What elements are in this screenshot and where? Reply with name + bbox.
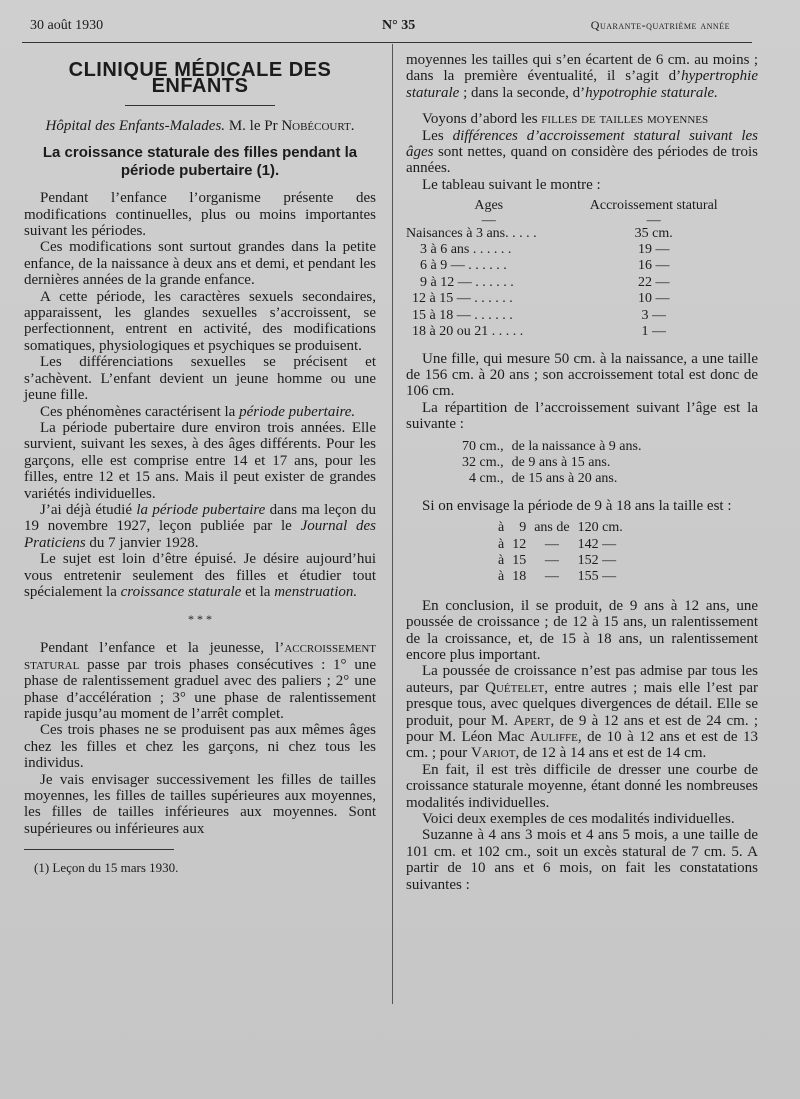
table-cell: de la naissance à 9 ans.: [511, 438, 642, 454]
table-cell: —: [544, 536, 559, 552]
text-run: sont nettes, quand on considère des périodes de trois années.: [406, 144, 758, 177]
text-run: ; dans la seconde, d’: [459, 84, 586, 101]
table-row: [406, 258, 736, 274]
issue-number: N° 35: [382, 18, 416, 33]
paragraph: [24, 640, 376, 722]
text-run: Les: [422, 127, 453, 144]
paragraph: A cette période, les caractères sexuels secondaires, apparaissent, les glandes sexuelles s’accroissent, se perfectionnent, entrent en activité, des modifications somatiques, physiologiques et psychiques se produisent.: [24, 288, 376, 354]
table-cell: de 9 ans à 15 ans.: [511, 454, 611, 470]
text-run: J’ai déjà étudié: [40, 501, 137, 518]
text-run: et la: [241, 583, 275, 600]
table-cell: Naisances à 3 ans. . . . .: [406, 225, 537, 241]
table-row: [406, 324, 736, 340]
right-column: [406, 52, 758, 893]
paragraph: [24, 502, 376, 551]
article-title: La croissance staturale des filles pendant la période pubertaire (1).: [42, 144, 358, 180]
text-run: Pendant l’enfance et la jeunesse, l’: [40, 640, 285, 657]
column-divider: [392, 44, 393, 1004]
footnote: (1) Leçon du 15 mars 1930.: [34, 860, 179, 876]
issue-date: 30 août 1930: [30, 18, 104, 33]
table-row: [498, 537, 623, 553]
table-cell: 1 —: [641, 324, 666, 340]
text-run: moyennes les tailles qui s’en écartent de 6 cm. au moins ; dans la première éventualité, il s’agit d’: [406, 52, 758, 85]
table-dash: —: [481, 212, 496, 228]
section-stars: * * *: [188, 612, 212, 627]
table-row: [498, 520, 623, 536]
emphasis: Journal des Praticiens: [24, 518, 376, 551]
text-run: passe par trois phases consécutives : 1° une phase de ralentissement graduel avec des paliers ; 2° une phase d’accélération ; 3° une phase de ralentissement rapide jusqu’au moment de l’arrêt complet.: [24, 656, 376, 722]
table-cell: 12 à 15 — . . . . . .: [412, 291, 513, 307]
paragraph: [406, 111, 758, 127]
paragraph: Les différenciations sexuelles se précisent et s’achèvent. L’enfant devient un jeune homme ou une jeune fille.: [24, 354, 376, 404]
table-header: Accroissement statural: [589, 198, 718, 214]
table-cell: 152 —: [577, 552, 617, 568]
paragraph: Si on envisage la période de 9 à 18 ans la taille est :: [422, 497, 732, 514]
table-cell: à: [498, 569, 505, 585]
table-row: [406, 242, 736, 258]
paragraph: Pendant l’enfance l’organisme présente des modifications continuelles, plus ou moins importantes suivant les périodes.: [24, 190, 376, 240]
table-cell: à: [498, 520, 505, 536]
issue-year: Quarante-quatrième année: [590, 18, 730, 32]
table-cell: 22 —: [637, 274, 670, 290]
small-caps-run: filles de tailles moyennes: [541, 111, 709, 128]
table-row: [498, 569, 623, 585]
paragraph: [406, 663, 758, 761]
paragraph: Le tableau suivant le montre :: [422, 176, 601, 193]
text-run: , de 10 à 12 ans et est de 13 cm. ; pour: [406, 729, 758, 762]
emphasis: hypertrophie staturale: [406, 68, 758, 101]
paragraph: [406, 52, 758, 101]
table-cell: 32 cm.,: [462, 454, 504, 470]
paragraph: Ces modifications sont surtout grandes dans la petite enfance, de la naissance à deux ans et demi, et pendant les dernières années de la grande enfance.: [24, 239, 376, 289]
table-cell: 6 à 9 — . . . . . .: [420, 258, 507, 274]
byline-author: Nobécourt.: [281, 117, 355, 134]
paragraph: Suzanne à 4 ans 3 mois et 4 ans 5 mois, a une taille de 101 cm. et 102 cm., soit un excès statural de 7 cm. 5. A partir de 10 ans et 6 mois, on fait les constatations suivantes :: [406, 827, 758, 893]
author-name: Variot: [471, 745, 516, 762]
emphasis: menstruation.: [274, 583, 358, 600]
author-name: Apert: [513, 712, 551, 729]
text-run: du 7 janvier 1928.: [85, 534, 199, 551]
text-run: , entre autres ; mais elle l’est par presque tous, avec quelques divergences de détail. Elle se produit, pour M.: [406, 679, 759, 729]
table-cell: 16 —: [637, 258, 670, 274]
table-cell: 9: [519, 520, 527, 536]
emphasis: la période pubertaire: [136, 501, 266, 518]
paragraph: [24, 551, 376, 600]
table-cell: 15 à 18 — . . . . . .: [412, 307, 513, 323]
table-cell: ans de: [534, 520, 570, 536]
table-cell: 10 —: [637, 291, 670, 307]
table-cell: 3 —: [641, 307, 666, 323]
footnote-divider: [24, 849, 174, 850]
table-row: [462, 471, 641, 487]
byline-prefix: M. le Pr: [228, 117, 278, 134]
title-divider: [125, 105, 275, 106]
paragraph: Une fille, qui mesure 50 cm. à la naissance, a une taille de 156 cm. à 20 ans ; son accroissement total est donc de 106 cm.: [406, 350, 758, 400]
header-divider: [22, 42, 752, 43]
paragraph: Voici deux exemples de ces modalités individuelles.: [422, 811, 735, 828]
table-row: [406, 291, 736, 307]
growth-table: [406, 197, 736, 340]
text-run: , de 9 à 12 ans et est de 24 cm. ; pour M. Léon Mac: [406, 712, 758, 746]
table-cell: 3 à 6 ans . . . . . .: [420, 242, 512, 258]
table-cell: 19 —: [637, 242, 670, 258]
left-column: [24, 58, 376, 877]
page-header: [30, 18, 730, 40]
author-name: Auliffe: [529, 729, 578, 746]
paragraph: [406, 128, 758, 177]
table-row: [406, 226, 736, 242]
table-cell: à: [498, 552, 505, 568]
text-run: , de 12 à 14 ans et est de 14 cm.: [515, 745, 707, 762]
text-run: dans ma leçon du 19 novembre 1927, leçon publiée par le: [24, 501, 376, 535]
table-cell: de 15 ans à 20 ans.: [511, 471, 618, 487]
table-cell: 15: [512, 552, 527, 568]
distribution-table: [462, 439, 641, 488]
byline: [24, 118, 376, 134]
emphasis: différences d’accroissement statural suivant les âges: [406, 127, 758, 161]
paragraph: [24, 404, 376, 420]
table-cell: 18: [512, 569, 527, 585]
height-table: [498, 520, 623, 586]
paragraph: Je vais envisager successivement les filles de tailles moyennes, les filles de tailles supérieures aux moyennes, les filles de tailles inférieures aux moyennes. Sont supérieures ou inférieures aux: [24, 771, 376, 837]
table-cell: 35 cm.: [634, 225, 673, 241]
small-caps-run: accroissement statural: [24, 640, 376, 673]
table-cell: 9 à 12 — . . . . . .: [420, 274, 514, 290]
paragraph: La période pubertaire dure environ trois années. Elle survient, suivant les sexes, à des âges différents. Pour les garçons, elle est comprise entre 14 et 17 ans, pour les filles, entre 12 et 15 ans. Mais il peut exister de grandes variétés individuelles.: [24, 419, 376, 502]
table-row: [462, 439, 641, 455]
paragraph: Ces trois phases ne se produisent pas aux mêmes âges chez les filles et chez les garçons, ni chez tous les individus.: [24, 722, 376, 772]
table-cell: —: [544, 569, 559, 585]
spacer: [406, 101, 758, 111]
table-row: [462, 455, 641, 471]
table-header: Ages: [474, 198, 504, 214]
emphasis: croissance staturale: [120, 583, 242, 600]
table-cell: 120 cm.: [577, 520, 623, 536]
paragraph: En conclusion, il se produit, de 9 ans à 12 ans, une poussée de croissance ; de 12 à 15 ans, un ralentissement de la croissance, et, de 15 à 18 ans, un ralentissement encore plus important.: [406, 597, 758, 663]
table-cell: 155 —: [577, 569, 617, 585]
text-run: Voyons d’abord les: [422, 111, 542, 128]
table-dash: —: [646, 212, 661, 228]
table-row: [498, 553, 623, 569]
table-row: [406, 308, 736, 324]
paragraph: La répartition de l’accroissement suivant l’âge est la suivante :: [406, 399, 758, 433]
table-cell: 142 —: [577, 536, 617, 552]
emphasis: hypotrophie staturale.: [585, 84, 718, 101]
text-run: Le sujet est loin d’être épuisé. Je désire aujourd’hui vous entretenir seulement des filles et étudier tout spécialement la: [24, 551, 376, 600]
byline-hospital: Hôpital des Enfants-Malades.: [45, 117, 226, 134]
table-cell: 70 cm.,: [462, 438, 504, 454]
table-row: [406, 275, 736, 291]
section-title: CLINIQUE MÉDICALE DES ENFANTS: [68, 59, 332, 98]
table-cell: 12: [512, 536, 527, 552]
text-run: La poussée de croissance n’est pas admise par tous les auteurs, par: [406, 663, 758, 696]
emphasis: période pubertaire.: [239, 403, 356, 420]
table-cell: 18 à 20 ou 21 . . . . .: [412, 324, 524, 340]
author-name: Quételet: [485, 679, 545, 696]
table-cell: 4 cm.,: [469, 471, 504, 487]
table-cell: à: [498, 536, 505, 552]
table-cell: —: [544, 552, 559, 568]
text-run: Ces phénomènes caractérisent la: [40, 403, 240, 420]
paragraph: En fait, il est très difficile de dresser une courbe de croissance staturale moyenne, étant donné les nombreuses modalités individuelles.: [406, 761, 758, 811]
